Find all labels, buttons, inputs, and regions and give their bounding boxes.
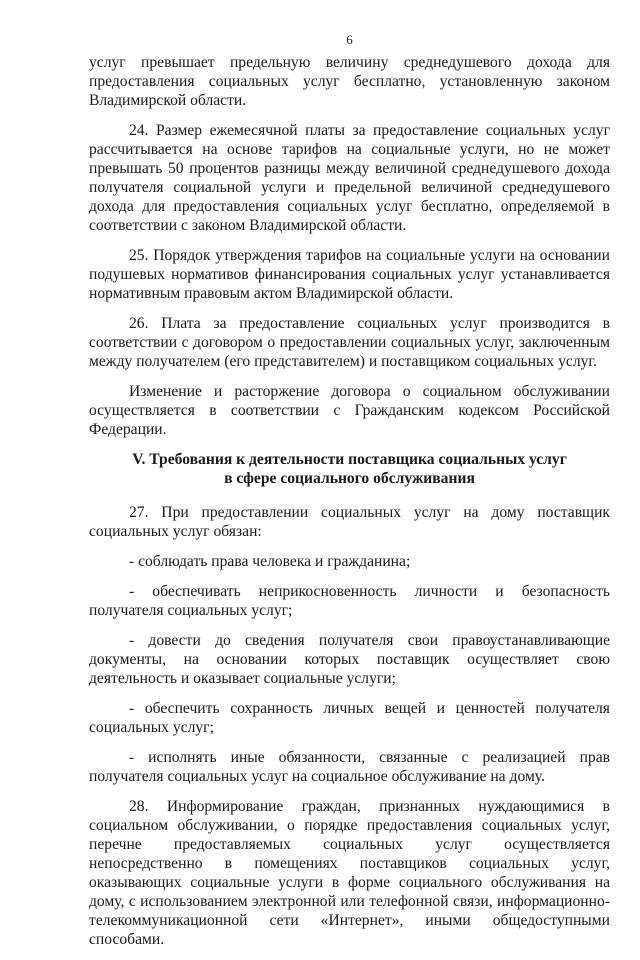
list-item: - исполнять иные обязанности, связанные с реализацией прав получателя социальных услуг на социальное обслуживание на дому. — [89, 749, 610, 785]
page-number: 6 — [346, 32, 353, 47]
paragraph-25: 25. Порядок утверждения тарифов на социальные услуги на основании подушевых нормативов финансирования социальных услуг устанавливается нормативным правовым актом Владимирской области. — [89, 247, 610, 302]
section-heading — [89, 450, 610, 488]
paragraph-contract-change: Изменение и расторжение договора о социальном обслуживании осуществляется в соответствии с Гражданским кодексом Российской Федерации. — [89, 383, 610, 438]
paragraph-24: 24. Размер ежемесячной платы за предоставление социальных услуг рассчитывается на основе тарифов на социальные услуги, но не может превышать 50 процентов разницы между величиной среднедушевого дохода получателя социальной услуги и предельной величиной среднедушевого дохода для предоставления социальных услуг бесплатно, определяемой в соответствии с законом Владимирской области. — [89, 122, 610, 234]
section-heading-line-1: V. Требования к деятельности поставщика социальных услуг — [132, 451, 567, 468]
list-item: - обеспечивать неприкосновенность личности и безопасность получателя социальных услуг; — [89, 583, 610, 619]
document-body — [89, 53, 610, 960]
document-page — [89, 0, 610, 948]
paragraph-26: 26. Плата за предоставление социальных услуг производится в соответствии с договором о предоставлении социальных услуг, заключенным между получателем (его представителем) и поставщиком социальных услуг. — [89, 315, 610, 370]
list-item: - обеспечить сохранность личных вещей и ценностей получателя социальных услуг; — [89, 700, 610, 736]
paragraph-continuation: услуг превышает предельную величину среднедушевого дохода для предоставления социальных услуг бесплатно, установленную законом Владимирской области. — [89, 54, 610, 109]
list-item: - довести до сведения получателя свои правоустанавливающие документы, на основании которых поставщик осуществляет свою деятельность и оказывает социальные услуги; — [89, 632, 610, 687]
section-heading-line-2: в сфере социального обслуживания — [224, 470, 475, 487]
paragraph-27: 27. При предоставлении социальных услуг на дому поставщик социальных услуг обязан: — [89, 504, 610, 540]
list-item: - соблюдать права человека и гражданина; — [129, 553, 411, 570]
paragraph-28: 28. Информирование граждан, признанных нуждающимися в социальном обслуживании, о порядке предоставления социальных услуг, перечне предоставляемых социальных услуг осуществляется непосредственно в помещениях поставщиков социальных услуг, оказывающих социальные услуги в форме социального обслуживания на дому, с использованием электронной или телефонной связи, информационно-телекоммуникационной сети «Интернет», иными общедоступными способами. — [89, 798, 610, 948]
